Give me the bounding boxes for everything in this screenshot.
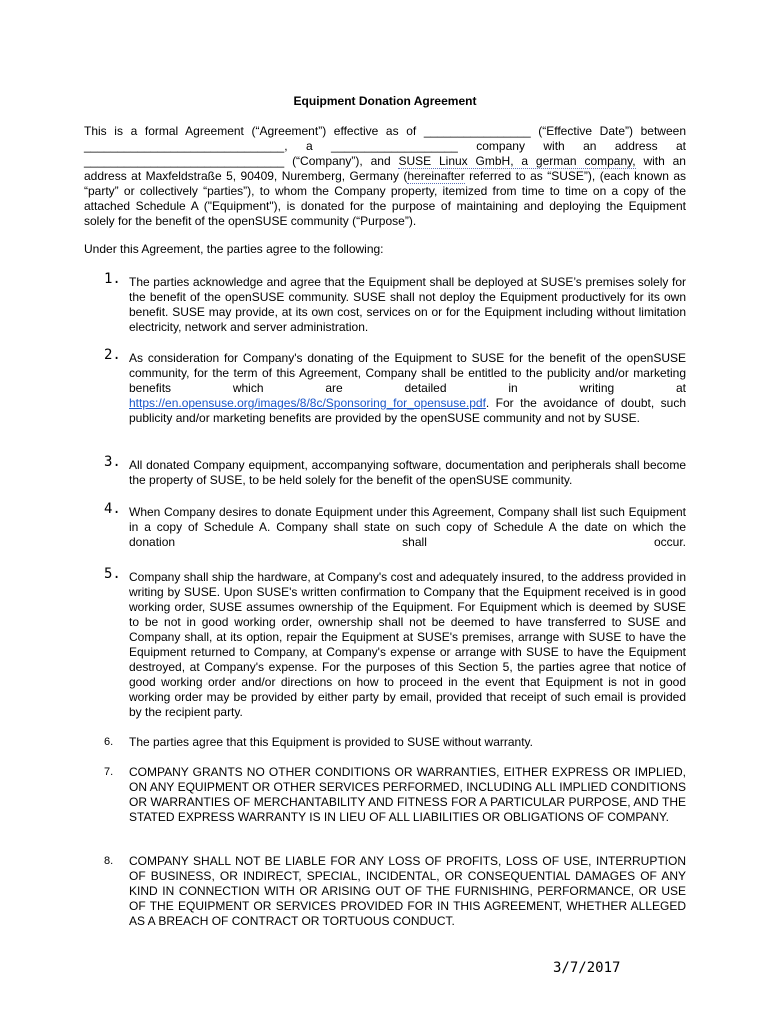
intro-text-1: This is a formal Agreement (“Agreement”) effective as of ________________ (“Effective Date”) between ______________________________, a ___________________ company with an address at ______________________________ (“Company”), and	[84, 124, 686, 168]
list-item-3	[104, 456, 686, 488]
item-text: COMPANY GRANTS NO OTHER CONDITIONS OR WARRANTIES, EITHER EXPRESS OR IMPLIED, ON ANY EQUIPMENT OR OTHER SERVICES PERFORMED, INCLUDING ALL IMPLIED CONDITIONS OR WARRANTIES OF MERCHANTABILITY AND FITNESS FOR A PARTICULAR PURPOSE, AND THE STATED EXPRESS WARRANTY IS IN LIEU OF ALL LIABILITIES OR OBLIGATIONS OF COMPANY.	[129, 765, 686, 824]
suse-party-name: SUSE Linux GmbH, a german company,	[398, 154, 636, 168]
item-text: All donated Company equipment, accompanying software, documentation and peripherals shall become the property of SUSE, to be held solely for the benefit of the openSUSE community.	[129, 458, 686, 487]
item-number: 6.	[104, 736, 114, 748]
list-item-5	[104, 568, 686, 720]
item-text: The parties acknowledge and agree that the Equipment shall be deployed at SUSE’s premises solely for the benefit of the openSUSE community. SUSE shall not deploy the Equipment productively for its own benefit. SUSE may provide, at its own cost, services on or for the Equipment including without limitation electricity, network and server administration.	[129, 275, 686, 334]
sponsoring-pdf-link[interactable]: https://en.opensuse.org/images/8/8c/Sponsoring_for_opensuse.pdf	[129, 396, 486, 410]
list-item-2	[104, 349, 686, 426]
intro-text-3: referred to as “SUSE”), (each known as “party” or collectively “parties”), to whom the Company property, itemized from time to time on a copy of the attached Schedule A ("Equipment"), is donated for the purpose of maintaining and deploying the Equipment solely for the benefit of the openSUSE community (“Purpose”).	[84, 169, 686, 228]
hereinafter-term: hereinafter	[407, 169, 465, 183]
item-number: 2.	[104, 347, 121, 363]
item-number: 7.	[104, 766, 114, 778]
list-item-7	[104, 765, 686, 825]
item-text: When Company desires to donate Equipment under this Agreement, Company shall list such Equipment in a copy of Schedule A. Company shall state on such copy of Schedule A the date on which the donation shall occur.	[129, 505, 686, 549]
item-text: Company shall ship the hardware, at Company's cost and adequately insured, to the address provided in writing by SUSE. Upon SUSE's written confirmation to Company that the Equipment received is in good working order, SUSE assumes ownership of the Equipment. For Equipment which is deemed by SUSE to be not in good working order, ownership shall not be deemed to have transferred to SUSE and Company shall, at its option, repair the Equipment at SUSE's premises, arrange with SUSE to have the Equipment returned to Company, at Company's expense or arrange with SUSE to have the Equipment destroyed, at Company's expense. For the purposes of this Section 5, the parties agree that notice of good working order and/or directions on how to proceed in the event that Equipment is not in good working order may be provided by either party by email, provided that receipt of such email is provided by the recipient party.	[129, 570, 686, 719]
item-number: 8.	[104, 855, 114, 867]
item-text: The parties agree that this Equipment is provided to SUSE without warranty.	[129, 735, 533, 749]
list-item-8	[104, 854, 686, 929]
intro-paragraph	[84, 124, 686, 229]
item-text-before-link: As consideration for Company's donating of the Equipment to SUSE for the benefit of the openSUSE community, for the term of this Agreement, Company shall be entitled to the publicity and/or marketing benefits which are detailed in writing at	[129, 351, 686, 395]
list-item-4	[104, 503, 686, 550]
item-text-after-link: . For the avoidance of doubt, such publicity and/or marketing benefits are provided by the openSUSE community and not by SUSE.	[129, 396, 686, 425]
item-text: COMPANY SHALL NOT BE LIABLE FOR ANY LOSS OF PROFITS, LOSS OF USE, INTERRUPTION OF BUSINESS, OR INDIRECT, SPECIAL, INCIDENTAL, OR CONSEQUENTIAL DAMAGES OF ANY KIND IN CONNECTION WITH OR ARISING OUT OF THE FURNISHING, PERFORMANCE, OR USE OF THE EQUIPMENT OR SERVICES PROVIDED FOR IN THIS AGREEMENT, WHETHER ALLEGED AS A BREACH OF CONTRACT OR TORTUOUS CONDUCT.	[129, 854, 686, 928]
item-number: 1.	[104, 271, 121, 287]
footer-date: 3/7/2017	[553, 960, 621, 976]
item-number: 5.	[104, 566, 121, 582]
item-number: 3.	[104, 454, 121, 470]
intro-text-2: with an address at Maxfeldstraße 5, 90409, Nuremberg, Germany (	[84, 154, 686, 183]
item-number: 4.	[104, 501, 121, 517]
document-title: Equipment Donation Agreement	[293, 94, 477, 108]
list-item-6	[104, 735, 686, 750]
list-item-1	[104, 273, 686, 335]
item-text	[129, 349, 686, 426]
under-agreement-text: Under this Agreement, the parties agree to the following:	[84, 242, 384, 256]
